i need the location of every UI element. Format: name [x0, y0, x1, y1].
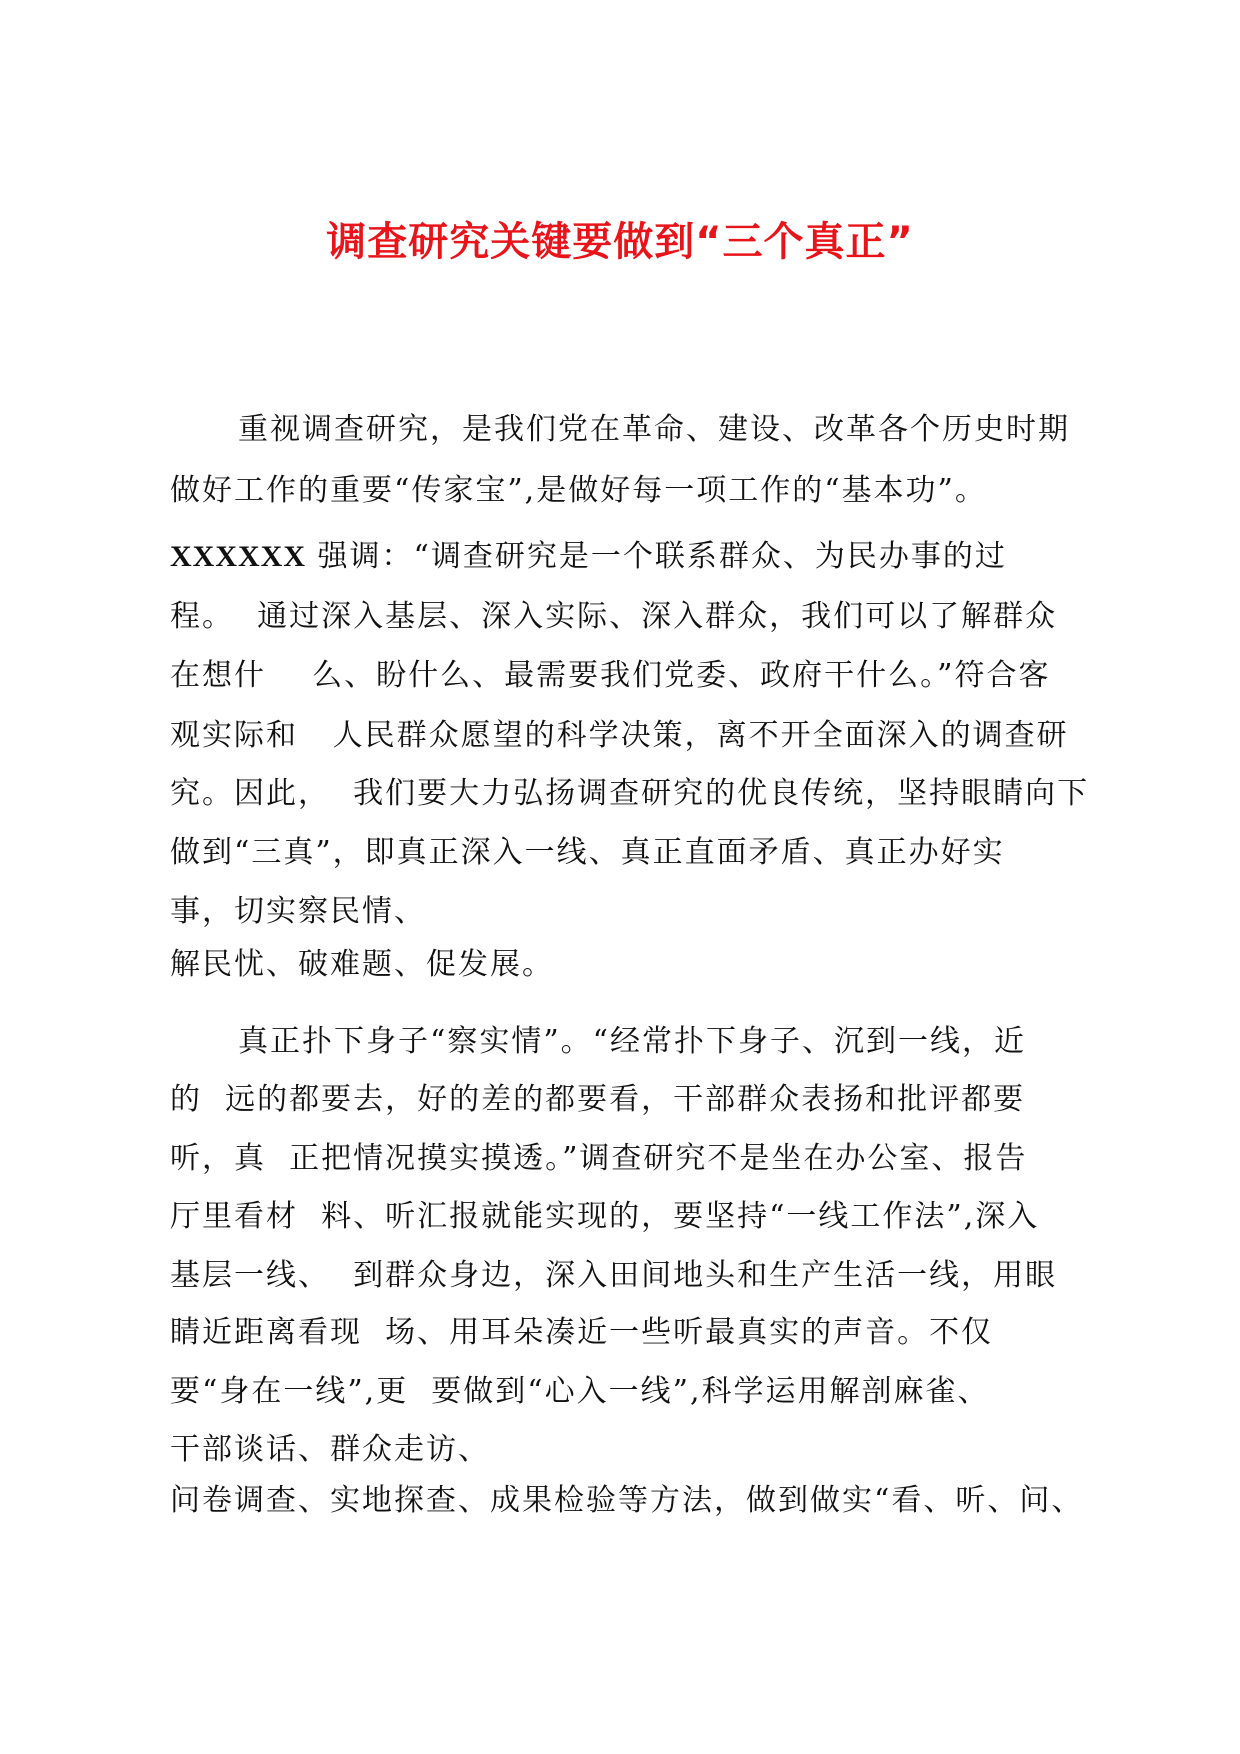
paragraph-line: 干部谈话、群众走访、: [170, 1432, 490, 1467]
paragraph-text: 强调：“调查研究是一个联系群众、为民办事的过: [306, 539, 1007, 574]
redacted-name: XXXXXX: [170, 540, 306, 573]
paragraph-line: 事，切实察民情、: [170, 894, 426, 929]
paragraph-line: 观实际和 人民群众愿望的科学决策，离不开全面深入的调查研: [170, 718, 1069, 753]
paragraph-line: 重视调查研究，是我们党在革命、建设、改革各个历史时期: [238, 412, 1070, 447]
paragraph-line: 听，真 正把情况摸实摸透。”调查研究不是坐在办公室、报告: [170, 1141, 1028, 1176]
paragraph-line: 基层一线、 到群众身边，深入田间地头和生产生活一线，用眼: [170, 1258, 1058, 1293]
paragraph-line: 真正扑下身子“察实情”。“经常扑下身子、沉到一线，近: [238, 1024, 1027, 1059]
document-title: 调查研究关键要做到“三个真正”: [326, 219, 914, 265]
paragraph-line: 做到“三真”，即真正深入一线、真正直面矛盾、真正办好实: [170, 835, 1005, 870]
paragraph-line: [170, 537, 1007, 577]
paragraph-line: 要“身在一线”,更 要做到“心入一线”,科学运用解剖麻雀、: [170, 1374, 990, 1409]
paragraph-line: 问卷调查、实地探查、成果检验等方法，做到做实“看、听、问、: [170, 1483, 1084, 1518]
paragraph-line: 做好工作的重要“传家宝”,是做好每一项工作的“基本功”。: [170, 473, 987, 508]
paragraph-line: 在想什 么、盼什么、最需要我们党委、政府干什么。”符合客: [170, 658, 1051, 693]
paragraph-line: 究。因此， 我们要大力弘扬调查研究的优良传统，坚持眼睛向下: [170, 776, 1090, 811]
paragraph-line: 程。 通过深入基层、深入实际、深入群众，我们可以了解群众: [170, 599, 1058, 634]
paragraph-line: 解民忧、破难题、促发展。: [170, 947, 554, 982]
paragraph-line: 睛近距离看现 场、用耳朵凑近一些听最真实的声音。不仅: [170, 1315, 994, 1350]
paragraph-line: 的 远的都要去，好的差的都要看，干部群众表扬和批评都要: [170, 1082, 1026, 1117]
paragraph-line: 厅里看材 料、听汇报就能实现的，要坚持“一线工作法”,深入: [170, 1199, 1040, 1234]
